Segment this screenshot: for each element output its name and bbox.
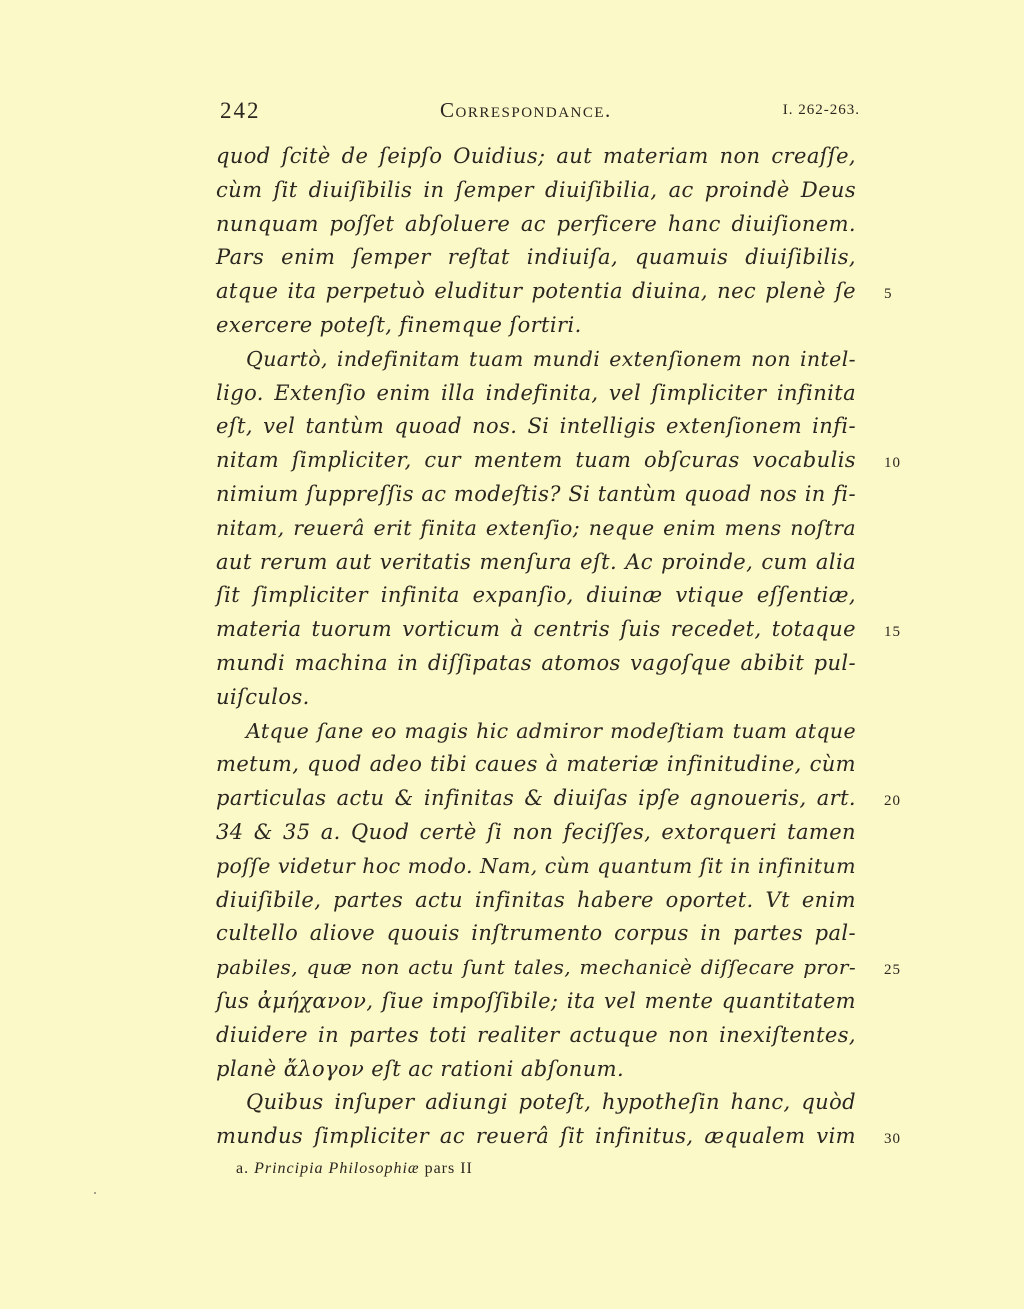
- line-number: 25: [884, 962, 901, 978]
- text-line: cultello aliove quouis inſtrumento corpus in partes pal-: [216, 921, 856, 946]
- text-line: uiſculos.: [216, 684, 310, 709]
- line-number: 5: [884, 286, 893, 302]
- text-line: metum, quod adeo tibi caues à materiæ infinitudine, cùm: [216, 752, 856, 777]
- text-line: pabiles, quæ non actu ſunt tales, mechanicè diſſecare pror-: [216, 955, 856, 980]
- text-line: Atque ſane eo magis hic admiror modeſtiam tuam atque: [246, 718, 856, 743]
- text-line: atque ita perpetuò eluditur potentia diuina, nec plenè ſe: [216, 279, 856, 304]
- text-line: ligo. Extenſio enim illa indefinita, vel ſimpliciter infinita: [216, 380, 856, 405]
- page-speck: [94, 1192, 96, 1194]
- line-number: 15: [884, 624, 901, 640]
- text-line: nitam, reuerâ erit finita extenſio; neque enim mens noſtra: [216, 515, 856, 540]
- line-number: 10: [884, 455, 901, 471]
- running-title: Correspondance.: [440, 98, 612, 122]
- text-line: exercere poteſt, finemque ſortiri.: [216, 312, 582, 337]
- text-line: 34 & 35 a. Quod certè ſi non feciſſes, extorqueri tamen: [216, 819, 856, 844]
- text-line: particulas actu & infinitas & diuiſas ipſe agnoueris, art.: [216, 786, 856, 811]
- text-line: ſit ſimpliciter infinita expanſio, diuinæ vtique eſſentiæ,: [216, 583, 856, 608]
- footnote: [236, 1160, 796, 1178]
- text-line: poſſe videtur hoc modo. Nam, cùm quantum ſit in infinitum: [216, 853, 856, 878]
- text-line: diuiſibile, partes actu infinitas habere oportet. Vt enim: [216, 887, 856, 912]
- page-number: 242: [220, 98, 261, 123]
- footnote-detail: pars II: [424, 1160, 473, 1177]
- letter-body: [216, 140, 856, 1154]
- text-line: nimium ſuppreſſis ac modeſtis? Si tantùm quoad nos in fi-: [216, 481, 856, 506]
- footnote-work-title: Principia Philosophiæ: [254, 1160, 420, 1177]
- text-line: planè ἄλογον eſt ac rationi abſonum.: [216, 1056, 625, 1081]
- text-line: mundi machina in diſſipatas atomos vagoſque abibit pul-: [216, 650, 856, 675]
- reference-range: I. 262-263.: [782, 102, 860, 118]
- text-line: eſt, vel tantùm quoad nos. Si intelligis extenſionem infi-: [216, 414, 856, 439]
- running-header: [216, 96, 860, 130]
- text-line: mundus ſimpliciter ac reuerâ ſit infinitus, æqualem vim: [216, 1124, 856, 1149]
- text-line: ſus ἀμήχανον, ſiue impoſſibile; ita vel mente quantitatem: [216, 988, 856, 1013]
- text-line: nunquam poſſet abſoluere ac perficere hanc diuiſionem.: [216, 211, 856, 236]
- text-line: Quibus inſuper adiungi poteſt, hypotheſin hanc, quòd: [246, 1090, 856, 1115]
- line-number: 20: [884, 793, 901, 809]
- text-line: nitam ſimpliciter, cur mentem tuam obſcuras vocabulis: [216, 448, 856, 473]
- text-line: Quartò, indefinitam tuam mundi extenſionem non intel-: [246, 346, 856, 371]
- text-line: cùm ſit diuiſibilis in ſemper diuiſibilia, ac proindè Deus: [216, 177, 856, 202]
- text-line: materia tuorum vorticum à centris ſuis recedet, totaque: [216, 617, 856, 642]
- footnote-mark: a.: [236, 1160, 250, 1177]
- text-line: aut rerum aut veritatis menſura eſt. Ac proinde, cum alia: [216, 549, 856, 574]
- text-line: quod ſcitè de ſeipſo Ouidius; aut materiam non creaſſe,: [216, 144, 856, 168]
- line-number: 30: [884, 1131, 901, 1147]
- text-line: Pars enim ſemper reſtat indiuiſa, quamuis diuiſibilis,: [216, 245, 856, 270]
- text-line: diuidere in partes toti realiter actuque non inexiſtentes,: [216, 1022, 856, 1047]
